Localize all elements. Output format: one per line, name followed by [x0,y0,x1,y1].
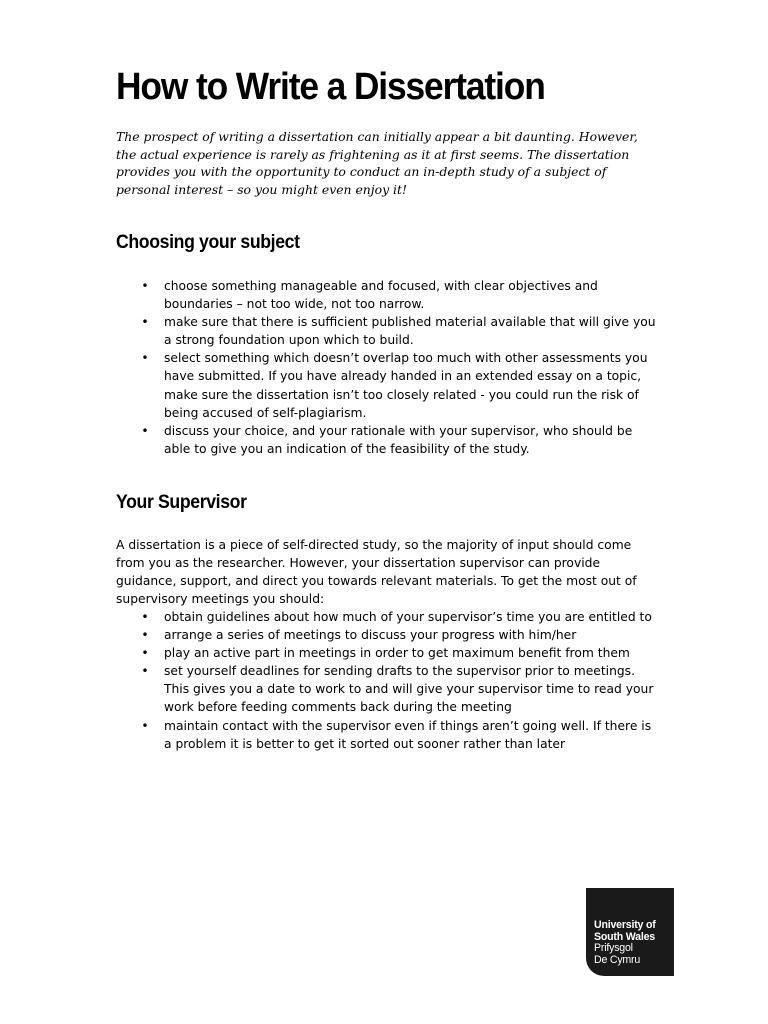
list-item-text: arrange a series of meetings to discuss your progress with him/her [164,628,577,643]
list-item [138,349,658,421]
section-heading-choosing-subject: Choosing your subject [116,232,300,253]
bullet-icon: • [141,610,149,624]
logo-welsh-name: Prifysgol De Cymru [594,942,641,966]
list-item-text: make sure that there is sufficient published material available that will give you a strong foundation upon which to build. [164,315,656,348]
list-item [138,608,658,626]
list-item-text: maintain contact with the supervisor even if things aren’t going well. If there is a problem it is better to get it sorted out sooner rather than later [164,718,652,751]
supervisor-list [138,608,658,753]
list-item-text: set yourself deadlines for sending drafts to the supervisor prior to meetings. This gives you a date to work to and will give your supervisor time to read your work before feeding comments back during the meeting [164,664,654,715]
bullet-icon: • [141,664,149,679]
university-logo [586,888,674,976]
list-item [138,626,658,644]
supervisor-paragraph: A dissertation is a piece of self-directed study, so the majority of input should come from you as the researcher. However, your dissertation supervisor can provide guidance, support, and direct you towards relevant materials. To get the most out of supervisory meetings you should: [116,538,637,607]
choosing-subject-list [138,277,658,458]
bullet-icon: • [141,279,149,293]
list-item [138,644,658,662]
list-item-text: play an active part in meetings in order to get maximum benefit from them [164,646,630,661]
bullet-icon: • [141,628,149,643]
bullet-icon: • [141,423,149,438]
bullet-icon: • [141,718,149,733]
intro-paragraph: The prospect of writing a dissertation can initially appear a bit daunting. However, the actual experience is rarely as frightening as it at first seems. The dissertation provides you with the opportunity to conduct an in-depth study of a subject of personal interest – so you might even enjoy it! [116,129,638,197]
list-item [138,422,658,458]
list-item [138,277,658,313]
document-title: How to Write a Dissertation [116,66,545,108]
list-item [138,662,658,716]
logo-english-name: University of South Wales [594,919,656,943]
list-item-text: discuss your choice, and your rationale with your supervisor, who should be able to give you an indication of the feasibility of the study. [164,423,633,456]
bullet-icon: • [141,351,149,366]
bullet-icon: • [141,315,149,330]
section-heading-your-supervisor: Your Supervisor [116,492,247,513]
bullet-icon: • [141,646,149,661]
list-item-text: obtain guidelines about how much of your supervisor’s time you are entitled to [164,610,652,624]
list-item [138,313,658,349]
list-item-text: select something which doesn’t overlap too much with other assessments you have submitted. If you have already handed in an extended essay on a topic, make sure the dissertation isn’t too closely related - you could run the risk of being accused of self-plagiarism. [164,351,648,420]
list-item-text: choose something manageable and focused, with clear objectives and boundaries – not too wide, not too narrow. [164,279,598,312]
list-item [138,717,658,753]
